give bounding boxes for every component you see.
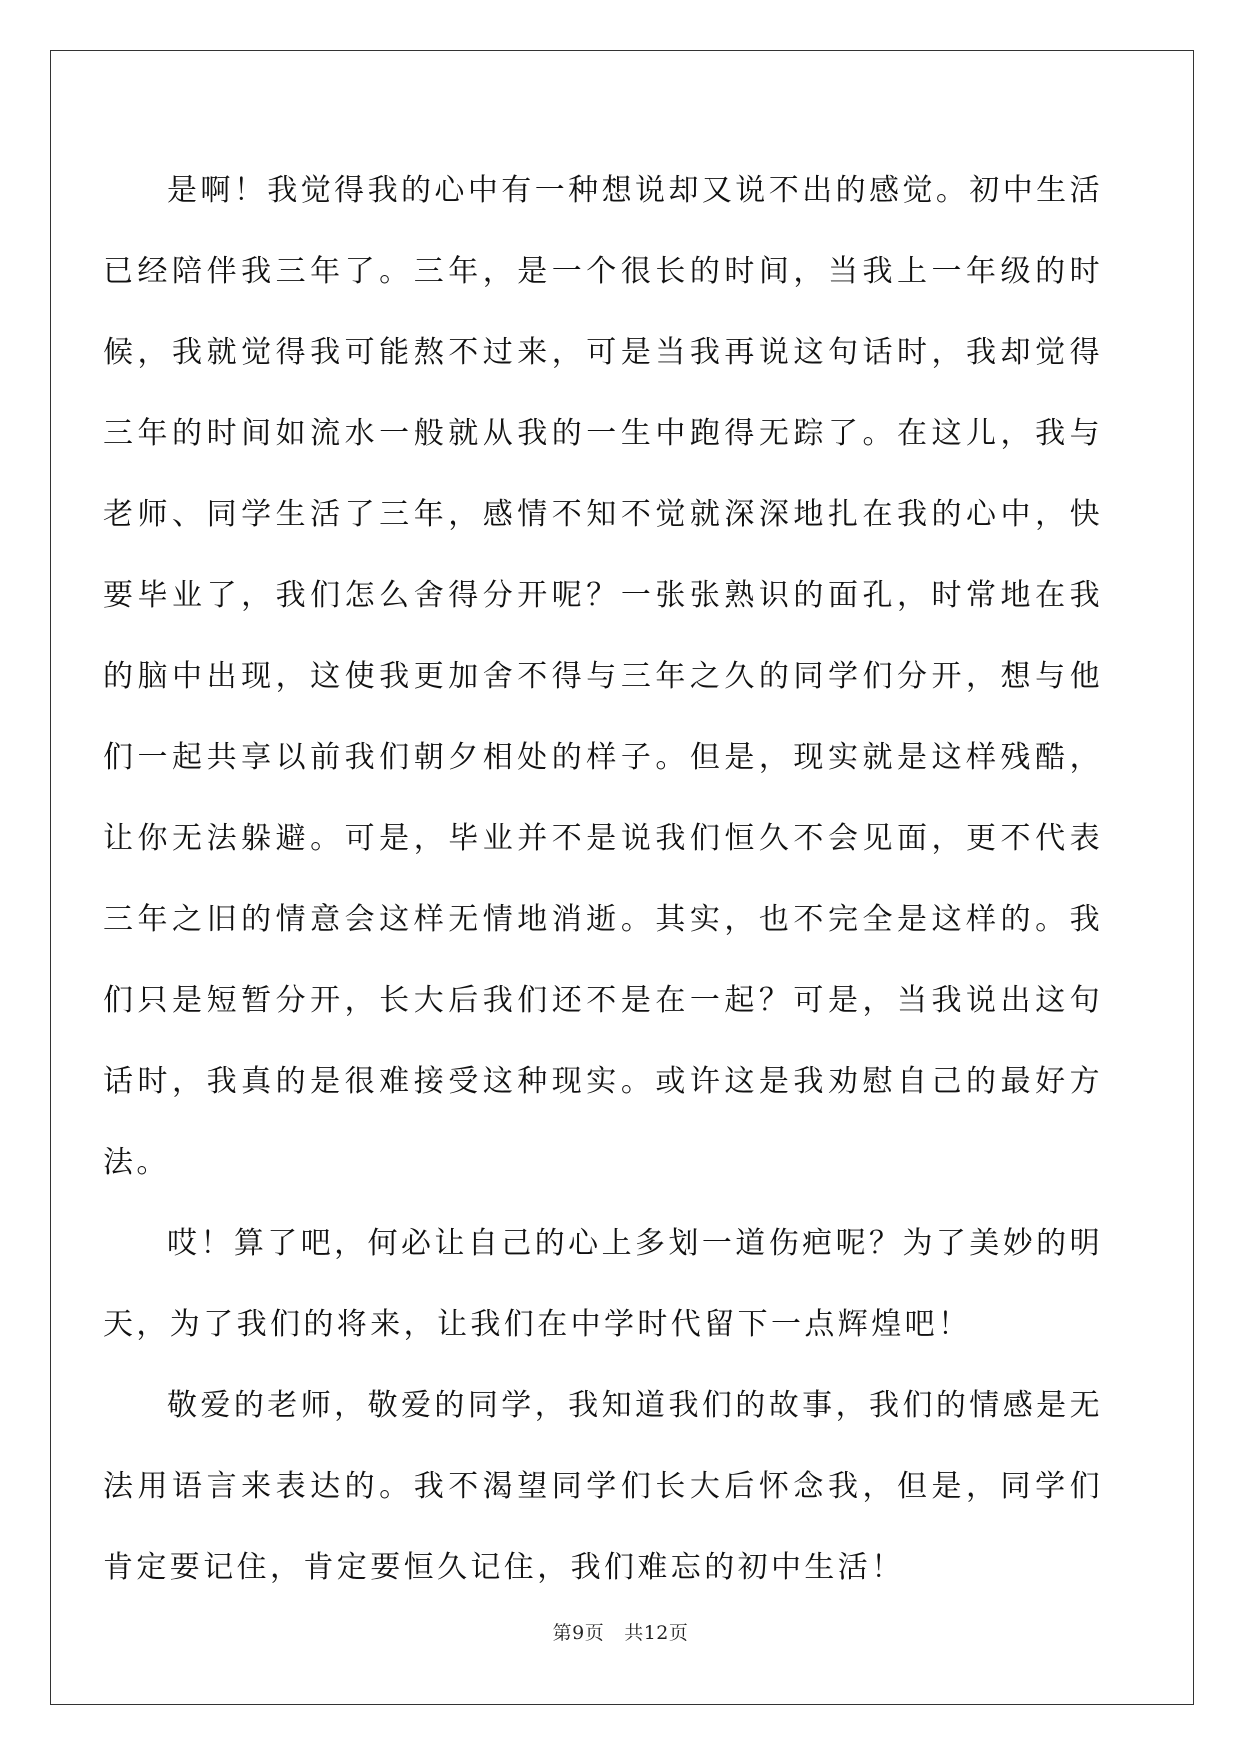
- paragraph: 哎！算了吧，何必让自己的心上多划一道伤疤呢？为了美妙的明天，为了我们的将来，让我们在中学时代留下一点辉煌吧！: [103, 1226, 1103, 1342]
- current-page-number: 第9页: [552, 1622, 605, 1644]
- paragraph: 是啊！我觉得我的心中有一种想说却又说不出的感觉。初中生活已经陪伴我三年了。三年，是一个很长的时间，当我上一年级的时候，我就觉得我可能熬不过来，可是当我再说这句话时，我却觉得三年的时间如流水一般就从我的一生中跑得无踪了。在这儿，我与老师、同学生活了三年，感情不知不觉就深深地扎在我的心中，快要毕业了，我们怎么舍得分开呢？一张张熟识的面孔，时常地在我的脑中出现，这使我更加舍不得与三年之久的同学们分开，想与他们一起共享以前我们朝夕相处的样子。但是，现实就是这样残酷，让你无法躲避。可是，毕业并不是说我们恒久不会见面，更不代表三年之旧的情意会这样无情地消逝。其实，也不完全是这样的。我们只是短暂分开，长大后我们还不是在一起？可是，当我说出这句话时，我真的是很难接受这种现实。或许这是我劝慰自己的最好方法。: [103, 173, 1103, 1180]
- page-footer: [0, 1618, 1241, 1645]
- document-body: [103, 150, 1103, 1608]
- total-pages: 共12页: [624, 1622, 689, 1644]
- paragraph: 敬爱的老师，敬爱的同学，我知道我们的故事，我们的情感是无法用语言来表达的。我不渴望同学们长大后怀念我，但是，同学们肯定要记住，肯定要恒久记住，我们难忘的初中生活！: [103, 1388, 1103, 1585]
